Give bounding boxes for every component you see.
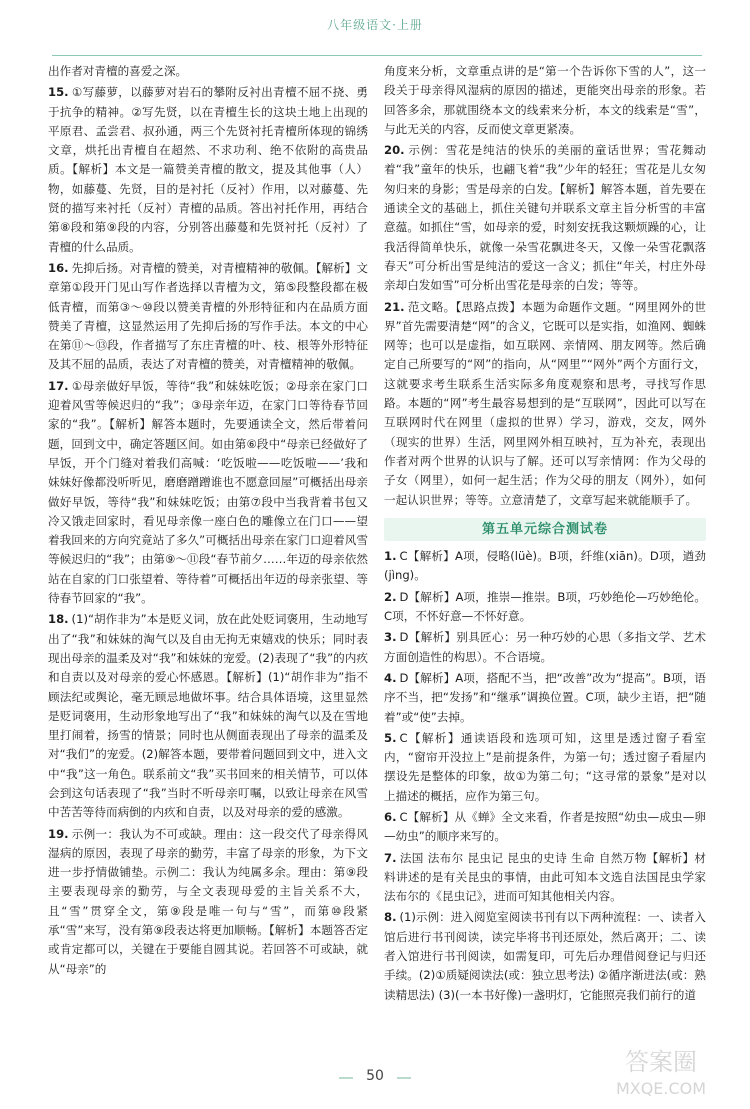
question-number: 20.: [384, 143, 405, 158]
question-number: 4.: [384, 670, 397, 685]
question-number: 7.: [384, 850, 397, 865]
answer-item: [384, 588, 706, 627]
right-column: [384, 62, 706, 1007]
question-number: 15.: [48, 85, 69, 100]
watermark-logo: [596, 1040, 726, 1102]
answer-item: [384, 849, 706, 907]
question-number: 8.: [384, 910, 397, 925]
answer-item: [384, 141, 706, 295]
answer-text: 出作者对青檀的喜爱之深。: [48, 64, 188, 78]
question-number: 19.: [48, 826, 69, 841]
answer-item: [384, 547, 706, 586]
answer-text: 先抑后扬。对青檀的赞美，对青檀精神的敬佩。【解析】文章第①段开门见山写作者选择以青檀为文，第⑤段整段都在极低青檀，而第③～⑩段以赞美青檀的外形特征和内在品质方面赞美了青檀，这显然运用了先抑后扬的写作手法。本文的中心在第⑪～⑬段，作者描写了东庄青檀的叶、枝、根等外形特征及其不屈的品质，表达了对青檀的赞美，对青檀精神的敬佩。: [48, 260, 368, 372]
header-title: 八年级语文·上册: [327, 18, 423, 32]
answer-item: [48, 825, 368, 979]
answer-item: [48, 62, 368, 81]
answer-text: ①写藤萝，以藤萝对岩石的攀附反衬出青檀不屈不挠、勇于抗争的精神。②写先贤，以在青檀生长的这块土地上出现的平原君、孟尝君、叔孙通，两三个先贤衬托青檀所体现的锦绣文章，烘托出青檀自在超然、不求功利、绝不依附的高贵品质。【解析】本文是一篇赞美青檀的散文，提及其他事（人）物，如藤蔓、先贤，目的是衬托（反衬）作用，以对藤蔓、先贤的描写来衬托（反衬）青檀的品质。答出衬托作用，再结合第⑧段和第⑨段的内容，分别答出藤蔓和先贤衬托（反衬）了青檀的什么品质。: [48, 85, 368, 254]
question-number: 18.: [48, 612, 69, 627]
answer-item: [48, 83, 368, 257]
question-number: 2.: [384, 589, 397, 604]
answer-text: D【解析】别具匠心：另一种巧妙的心思（多指文学、艺术方面创造性的构思）。不合语境。: [384, 630, 706, 664]
answer-text: C【解析】A项，侵略(lüè)。B项，纤维(xiān)。D项，遒劲(jìng)。: [384, 549, 706, 583]
answer-text: C【解析】通读语段和选项可知，这里是透过窗子看室内，“窗帘开没拉上”是前提条件，为第一句；透过窗子看屋内摆设先是整体的印象，故①为第二句；“这寻常的景象”是对以上描述的概括，应作为第三句。: [384, 730, 706, 803]
section-title: 第五单元综合测试卷: [384, 518, 706, 541]
question-number: 3.: [384, 630, 397, 645]
answer-text: 范文略。【思路点拨】本题为命题作文题。“网里网外的世界”首先需要清楚“网”的含义，它既可以是实指，如渔网、蜘蛛网等；也可以是虚指，如互联网、亲情网、朋友网等。然后确定自己所要写的“网”的指向，从“网里”“网外”两个方面行文，这就要求考生联系生活实际多角度观察和思考，寻找写作思路。本题的“网”考生最容易想到的是“互联网”，因此可以写在互联网时代在网里（虚拟的世界）学习，游戏，交友，网外（现实的世界）生活，网里网外相互映衬，互为补充，表现出作者对两个世界的认识与了解。还可以写亲情网：作为父母的子女（网里），如何一起生活；作为父母的朋友（网外），如何一起认识世界；等等。立意清楚了，文章写起来就能顺手了。: [384, 299, 706, 507]
answer-item: [384, 808, 706, 847]
answer-text: 角度来分析，文章重点讲的是“第一个告诉你下雪的人”，这一段关于母亲得风湿病的原因的描述，更能突出母亲的形象。若回答多余，那就围绕本文的线索来分析，本文的线索是“雪”，与此无关的内容，反而使文章更紧凑。: [384, 64, 706, 136]
answer-item: [384, 298, 706, 510]
answer-text: 示例一：我认为不可或缺。理由：这一段交代了母亲得风湿病的原因，表现了母亲的勤劳，丰富了母亲的形象，为下文进一步抒情做铺垫。示例二：我认为纯属多余。理由：第⑨段主要表现母亲的勤劳，与全文表现母爱的主旨关系不大，且“雪”贯穿全文，第⑨段是唯一句与“雪”，而第⑩段紧承“雪”来写，没有第⑨段表达将更加顺畅。【解析】本题答否定或肯定都可以，关键在于要能自圆其说。若回答不可或缺，就从“母亲”的: [48, 826, 368, 976]
answer-item: [48, 610, 368, 822]
answer-text: C【解析】从《蝉》全文来看，作者是按照“幼虫—成虫—卵—幼虫”的顺序来写的。: [384, 809, 706, 844]
answer-item: [384, 729, 706, 806]
answer-item: [384, 62, 706, 139]
answer-item: [384, 908, 706, 1004]
question-number: 21.: [384, 299, 405, 314]
answer-text: 法国 法布尔 昆虫记 昆虫的史诗 生命 自然万物【解析】材料讲述的是有关昆虫的事情，由此可知本文选自法国昆虫学家法布尔的《昆虫记》，进而可知其他相关内容。: [384, 850, 706, 904]
page-header: [0, 0, 750, 44]
watermark-url: MXQE.COM: [615, 1079, 707, 1098]
answer-text: D【解析】A项，搭配不当，把“改善”改为“提高”。B项，语序不当，把“发扬”和“继承”调换位置。C项，缺少主语，把“随着”或“使”去掉。: [384, 670, 706, 724]
question-number: 5.: [384, 730, 397, 745]
answer-item: [384, 669, 706, 727]
question-number: 16.: [48, 260, 69, 275]
answer-text: (1)示例：进入阅览室阅读书刊有以下两种流程：一、读者入馆后进行书刊阅读，读完毕将书刊还原处，然后离开；二、读者入馆进行书刊阅读，如需复印，可先后办理借阅登记与归还手续。(2)①质疑阅读法(或：独立思考法) ②循序渐进法(或：熟读精思法) (3)(一本书好像)一盏明灯，它能照亮我们前行的道: [384, 910, 706, 1002]
header-divider: [52, 55, 702, 56]
answer-text: D【解析】A项，推崇—推崇。B项，巧妙绝伦—巧妙绝伦。C项，不怀好意—不怀好意。: [384, 589, 706, 624]
answer-item: [48, 377, 368, 609]
left-column: [48, 62, 368, 981]
question-number: 17.: [48, 378, 69, 393]
answer-item: [384, 628, 706, 667]
watermark-text: 答案圈: [625, 1048, 697, 1076]
page-number: 50: [355, 1068, 395, 1084]
answer-text: 示例：雪花是纯洁的快乐的美丽的童话世界；雪花舞动着“我”童年的快乐，也翩飞着“我”少年的轻狂；雪花是儿女匆匆归来的身影；雪是母亲的白发。【解析】解答本题，首先要在通读全文的基础上，抓住关键句并联系文章主旨分析雪的丰富意蕴。如抓住“雪，如母亲的爱，时刻安抚我这颗烦躁的心，让我活得简单快乐，就像一朵雪花飘进冬天，又像一朵雪花飘落春天”可分析出雪是纯洁的爱这一含义；抓住“年关，村庄外母亲却白发如雪”可分析出雪花是母亲的白发；等等。: [384, 143, 706, 293]
answer-text: (1)“胡作非为”本是贬义词，放在此处贬词褒用，生动地写出了“我”和妹妹的淘气以及自由无拘无束嬉戏的快乐；同时表现出母亲的温柔及对“我”和妹妹的宠爱。(2)表现了“我”的内疚和自责以及对母亲的爱心怀感恩。【解析】(1)“胡作非为”指不顾法纪或舆论，毫无顾忌地做坏事。结合具体语境，这里显然是贬词褒用，生动形象地写出了“我”和妹妹的淘气以及在雪地里打闹着，扬雪的情景；同时也从侧面表现出了母亲的温柔及对“我们”的宠爱。(2)解答本题，要带着问题回到文中，进入文中“我”这一角色。联系前文“我”买书回来的相关情节，可以体会到这句话表现了“我”当时不听母亲叮嘱，以致让母亲在风雪中苦苦等待而病倒的内疚和自责，以及对母亲的爱的感激。: [48, 612, 368, 820]
question-number: 1.: [384, 549, 397, 564]
answer-item: [48, 259, 368, 375]
question-number: 6.: [384, 809, 397, 824]
answer-text: ①母亲做好早饭，等待“我”和妹妹吃饭；②母亲在家门口迎着风雪等候迟归的“我”；③母亲年迈，在家门口等待春节回家的“我”。【解析】解答本题时，先要通读全文，然后带着问题，回到文中，确定答题区间。如由第⑥段中“母亲已经做好了早饭，开个门缝对着我们高喊：‘吃饭啦——吃饭啦——’我和妹妹好像都没听听见，磨磨蹭蹭谁也不愿意回屋”可概括出母亲做好早饭，等待“我”和妹妹吃饭；由第⑦段中当我背着书包又冷又饿走回家时，看见母亲像一座白色的雕像立在门口——望着我回来的方向究竟站了多久”可概括出母亲在家门口迎着风雪等候迟归的“我”；由第⑨～⑪段“春节前夕……年迈的母亲依然站在自家的门口张望着、等待着”可概括出年迈的母亲张望、等待春节回家的“我”。: [48, 378, 368, 606]
